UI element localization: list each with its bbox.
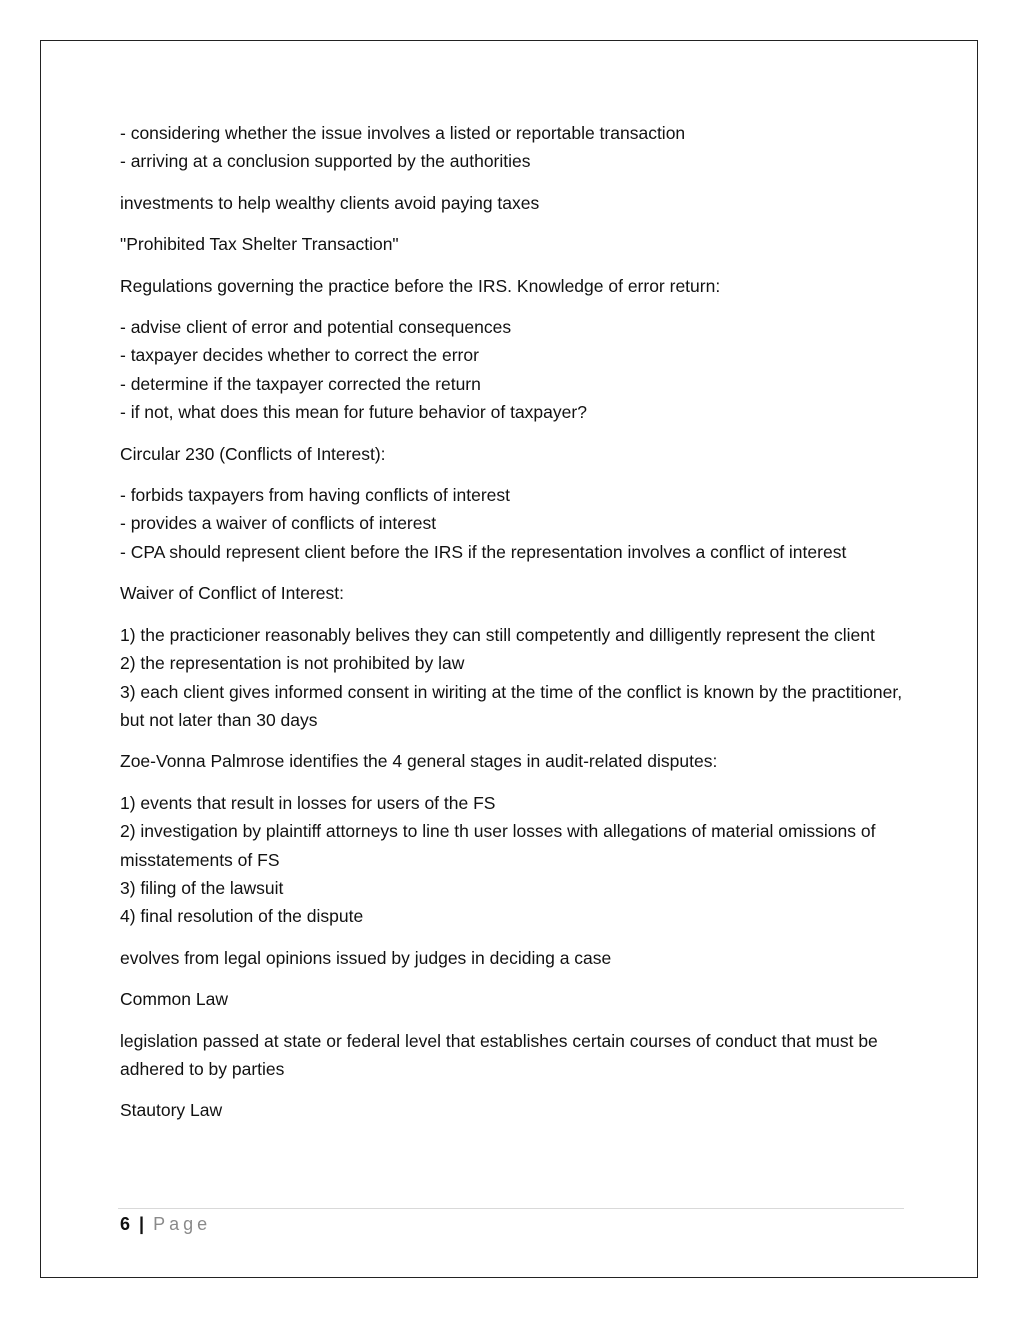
text-line: - if not, what does this mean for future behavior of taxpayer?: [120, 402, 587, 423]
page-number: 6: [120, 1214, 131, 1234]
text-line: - provides a waiver of conflicts of interest: [120, 513, 437, 534]
paragraph-heading: [120, 272, 910, 300]
paragraph-stages-list: [120, 789, 910, 931]
paragraph-heading: [120, 747, 910, 775]
text-line: - determine if the taxpayer corrected the return: [120, 373, 481, 394]
page-label: Page: [153, 1214, 212, 1234]
text-line: Stautory Law: [120, 1100, 223, 1121]
text-line: - CPA should represent client before the IRS if the representation involves a conflict of interest: [120, 541, 847, 562]
document-body: [120, 119, 910, 1138]
text-line: investments to help wealthy clients avoid paying taxes: [120, 192, 540, 213]
paragraph-definition: [120, 1027, 910, 1084]
text-line: Common Law: [120, 989, 228, 1010]
paragraph-error-steps: [120, 313, 910, 427]
text-line: - arriving at a conclusion supported by the authorities: [120, 151, 531, 172]
text-line: 1) events that result in losses for users of the FS: [120, 792, 496, 813]
text-line: "Prohibited Tax Shelter Transaction": [120, 234, 399, 255]
text-line: 2) the representation is not prohibited by law: [120, 653, 465, 674]
paragraph-term: [120, 1096, 910, 1124]
text-line: 2) investigation by plaintiff attorneys to line th user losses with allegations of material omissions of misstatements of FS: [120, 821, 876, 870]
paragraph-heading: [120, 440, 910, 468]
text-line: - taxpayer decides whether to correct the error: [120, 345, 479, 366]
text-line: legislation passed at state or federal level that establishes certain courses of conduct that must be adhered to by parties: [120, 1030, 878, 1079]
paragraph-term: [120, 985, 910, 1013]
text-line: Circular 230 (Conflicts of Interest):: [120, 443, 386, 464]
text-line: - considering whether the issue involves a listed or reportable transaction: [120, 123, 686, 143]
paragraph-heading: [120, 579, 910, 607]
paragraph-term: [120, 230, 910, 258]
text-line: 3) each client gives informed consent in wiriting at the time of the conflict is known by the practitioner, but not later than 30 days: [120, 681, 903, 730]
text-line: - forbids taxpayers from having conflicts of interest: [120, 485, 511, 506]
text-line: 4) final resolution of the dispute: [120, 906, 364, 927]
paragraph-definition: [120, 944, 910, 972]
paragraph-conflict-list: [120, 481, 910, 566]
text-line: 3) filing of the lawsuit: [120, 877, 284, 898]
text-line: Regulations governing the practice before the IRS. Knowledge of error return:: [120, 275, 721, 296]
paragraph-waiver-list: [120, 621, 910, 735]
text-line: 1) the practicioner reasonably belives they can still competently and dilligently represent the client: [120, 624, 875, 645]
page-footer: [120, 1210, 211, 1238]
paragraph-definition: [120, 189, 910, 217]
footer-divider: [118, 1208, 904, 1209]
text-line: Waiver of Conflict of Interest:: [120, 583, 345, 604]
text-line: - advise client of error and potential consequences: [120, 317, 512, 338]
footer-separator: |: [139, 1214, 145, 1234]
paragraph-transaction-steps: [120, 119, 910, 176]
text-line: evolves from legal opinions issued by judges in deciding a case: [120, 947, 612, 968]
text-line: Zoe-Vonna Palmrose identifies the 4 general stages in audit-related disputes:: [120, 751, 718, 772]
